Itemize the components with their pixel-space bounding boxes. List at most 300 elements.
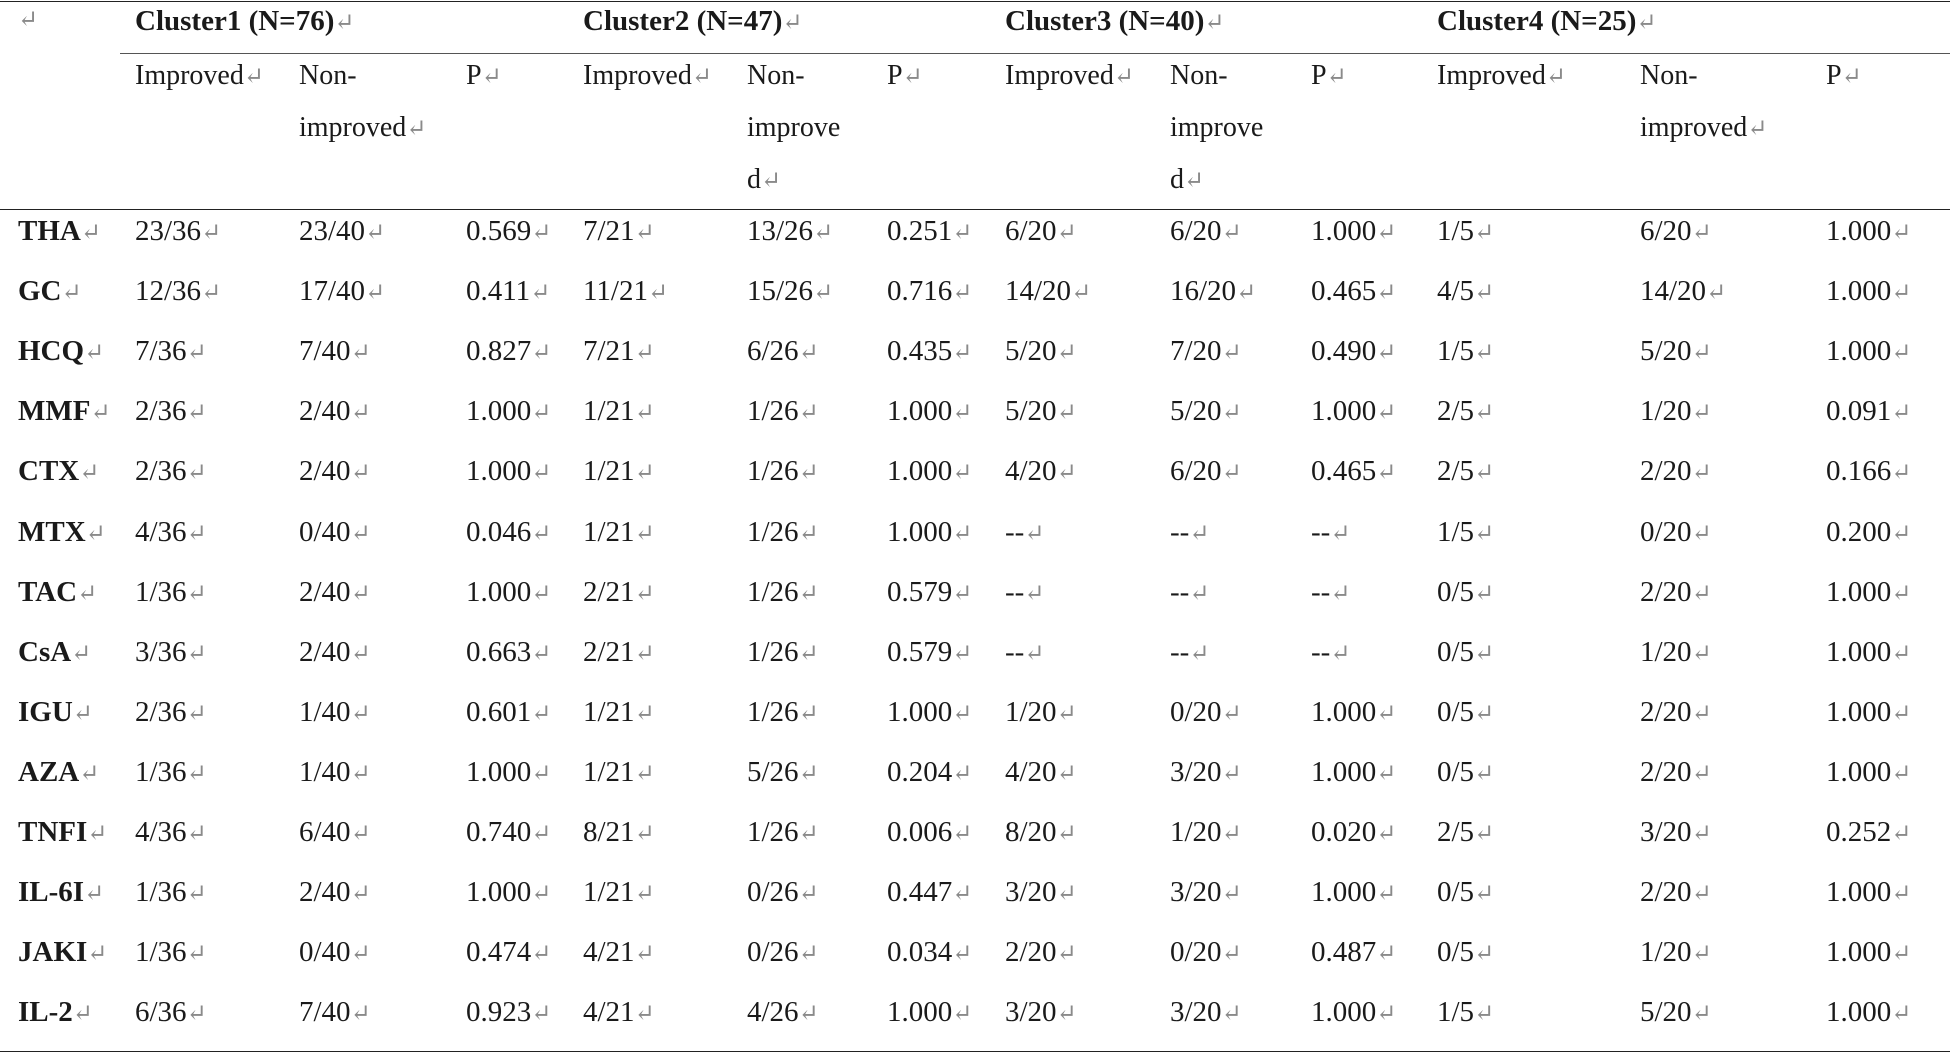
table-cell-text: 2/20 — [1640, 575, 1692, 608]
table-cell-text: 14/20 — [1640, 275, 1707, 308]
paragraph-mark: ↵ — [531, 400, 552, 427]
paragraph-mark: ↵ — [186, 580, 207, 607]
paragraph-mark: ↵ — [798, 760, 819, 787]
paragraph-mark: ↵ — [1376, 760, 1397, 787]
table-cell-text: 1/20 — [1640, 936, 1692, 969]
paragraph-mark: ↵ — [531, 700, 552, 727]
table-cell — [747, 755, 819, 791]
table-cell-text: 2/36 — [135, 455, 187, 488]
paragraph-mark: ↵ — [1691, 941, 1712, 968]
table-cell-text: 7/36 — [135, 335, 187, 368]
paragraph-mark: ↵ — [1221, 760, 1242, 787]
table-cell — [1437, 515, 1494, 551]
table-cell — [1170, 394, 1242, 430]
table-cell-text: 0.601 — [466, 695, 532, 728]
paragraph-mark: ↵ — [186, 760, 207, 787]
table-cell — [466, 695, 551, 731]
table-cell — [887, 755, 972, 791]
paragraph-mark: ↵ — [334, 10, 355, 36]
table-cell-text: 0.740 — [466, 816, 532, 848]
table-cell-text: 6/20 — [1640, 215, 1692, 247]
paragraph-mark: ↵ — [1221, 400, 1242, 427]
paragraph-mark: ↵ — [1221, 941, 1242, 968]
table-cell-text: 14/20 — [1005, 275, 1072, 308]
table-cell-text: 0/5 — [1437, 575, 1475, 608]
header-line — [1640, 102, 1767, 155]
paragraph-mark: ↵ — [634, 700, 655, 727]
paragraph-mark: ↵ — [634, 1001, 655, 1028]
table-cell — [299, 995, 371, 1031]
table-cell-text: 0.827 — [466, 335, 532, 368]
header-line-text: d — [1170, 164, 1184, 195]
table-cell-text: 5/20 — [1170, 395, 1222, 428]
paragraph-mark: ↵ — [1024, 640, 1045, 667]
row-label-igu-text: IGU — [18, 695, 73, 728]
header-line — [747, 50, 840, 102]
table-cell-text: 1/5 — [1437, 335, 1475, 368]
table-cell-text: 1.000 — [1826, 575, 1892, 608]
row-label-jaki-text: JAKI — [18, 936, 88, 969]
table-cell — [887, 575, 972, 611]
header-line-text: improve — [747, 112, 841, 143]
table-top-rule — [0, 1, 1950, 2]
paragraph-mark: ↵ — [1691, 821, 1712, 847]
paragraph-mark: ↵ — [350, 400, 371, 427]
paragraph-mark: ↵ — [365, 220, 386, 246]
table-cell-text: 1/36 — [135, 755, 187, 788]
table-cell — [299, 214, 385, 250]
table-cell-text: 6/20 — [1170, 455, 1222, 488]
table-cell — [1311, 815, 1396, 851]
paragraph-mark: ↵ — [201, 280, 222, 307]
paragraph-mark: ↵ — [634, 400, 655, 427]
paragraph-mark: ↵ — [1691, 460, 1712, 487]
paragraph-mark: ↵ — [85, 520, 106, 547]
paragraph-mark: ↵ — [1691, 700, 1712, 727]
row-label-csa-text: CsA — [18, 635, 72, 668]
table-cell-text: 7/21 — [583, 335, 635, 368]
table-cell-text: 1.000 — [1311, 695, 1377, 728]
paragraph-mark: ↵ — [1376, 941, 1397, 968]
paragraph-mark: ↵ — [186, 881, 207, 908]
paragraph-mark: ↵ — [1706, 280, 1727, 307]
cluster-4-improved-header-text: Improved — [1437, 60, 1546, 91]
table-cell — [1640, 394, 1712, 430]
table-cell-text: 23/36 — [135, 215, 202, 247]
table-cell-text: 2/20 — [1005, 936, 1057, 969]
table-cell-text: 1.000 — [1311, 755, 1377, 788]
header-line-text: Non- — [1170, 60, 1228, 91]
table-cell — [583, 334, 655, 370]
table-cell-text: 15/26 — [747, 275, 814, 308]
paragraph-mark: ↵ — [1841, 64, 1862, 90]
table-cell-text: -- — [1005, 515, 1025, 548]
row-label-tnfi-text: TNFI — [18, 816, 88, 848]
paragraph-mark: ↵ — [1376, 881, 1397, 908]
table-cell — [466, 394, 551, 430]
paragraph-mark: ↵ — [1891, 580, 1912, 607]
table-cell-text: 6/20 — [1005, 215, 1057, 247]
table-cell — [135, 575, 207, 611]
paragraph-mark: ↵ — [1691, 400, 1712, 427]
cluster-2-header — [583, 4, 802, 40]
paragraph-mark: ↵ — [1221, 881, 1242, 908]
table-cell-text: 1/26 — [747, 575, 799, 608]
table-cell — [1826, 575, 1911, 611]
cluster-4-improved-header — [1437, 50, 1566, 103]
table-cell — [1170, 995, 1242, 1031]
table-cell — [747, 875, 819, 911]
table-cell — [1170, 575, 1209, 611]
paragraph-mark: ↵ — [634, 760, 655, 787]
table-cell-text: 1.000 — [466, 455, 532, 488]
paragraph-mark: ↵ — [1747, 116, 1768, 142]
table-cell — [583, 755, 655, 791]
paragraph-mark: ↵ — [952, 700, 973, 727]
cluster-3-improved-header-text: Improved — [1005, 60, 1114, 91]
paragraph-mark: ↵ — [531, 340, 552, 367]
cluster-1-header-text: Cluster1 (N=76) — [135, 5, 335, 37]
table-cell — [466, 515, 551, 551]
table-cell-text: 4/5 — [1437, 275, 1475, 308]
table-cell-text: 2/21 — [583, 575, 635, 608]
header-line — [1170, 154, 1263, 207]
paragraph-mark: ↵ — [1056, 881, 1077, 908]
table-cell-text: 0/20 — [1640, 515, 1692, 548]
table-cell-text: 1/21 — [583, 755, 635, 788]
paragraph-mark: ↵ — [798, 340, 819, 367]
table-cell-text: 2/36 — [135, 395, 187, 428]
cluster-3-p-header — [1311, 50, 1347, 103]
table-cell-text: 8/21 — [583, 816, 635, 848]
row-label-il-6i — [18, 875, 104, 911]
table-cell — [1170, 214, 1242, 250]
paragraph-mark: ↵ — [952, 460, 973, 487]
table-cell — [1640, 454, 1712, 490]
paragraph-mark: ↵ — [1891, 460, 1912, 487]
table-cell-text: 0/5 — [1437, 936, 1475, 969]
table-cell-text: 0.487 — [1311, 936, 1377, 969]
paragraph-mark: ↵ — [691, 64, 712, 90]
paragraph-mark: ↵ — [71, 640, 92, 667]
cluster-1-non-improved-header — [299, 50, 426, 155]
table-cell — [1826, 935, 1911, 971]
paragraph-mark: ↵ — [531, 580, 552, 607]
table-cell — [887, 274, 972, 310]
paragraph-mark: ↵ — [1891, 941, 1912, 968]
table-cell-text: 0.490 — [1311, 335, 1377, 368]
table-cell — [1311, 995, 1396, 1031]
row-label-ctx — [18, 454, 99, 490]
table-cell-text: 1/26 — [747, 395, 799, 428]
table-cell — [299, 635, 371, 671]
paragraph-mark: ↵ — [186, 700, 207, 727]
table-cell-text: 1.000 — [1826, 695, 1892, 728]
table-cell-text: -- — [1311, 635, 1331, 668]
table-cell-text: 1.000 — [887, 395, 953, 428]
table-cell-text: 0.716 — [887, 275, 953, 308]
table-cell-text: 0/20 — [1170, 936, 1222, 969]
cluster-1-header — [135, 4, 354, 40]
table-cell-text: 7/21 — [583, 215, 635, 247]
paragraph-mark: ↵ — [186, 941, 207, 968]
table-cell — [583, 394, 655, 430]
table-cell — [583, 635, 655, 671]
table-cell-text: -- — [1170, 575, 1190, 608]
paragraph-mark: ↵ — [798, 400, 819, 427]
table-cell-text: 0.020 — [1311, 816, 1377, 848]
table-cell — [1311, 575, 1350, 611]
table-cell-text: 7/40 — [299, 335, 351, 368]
table-cell-text: 0/26 — [747, 936, 799, 969]
table-cell-text: 0.251 — [887, 215, 953, 247]
table-cell — [299, 394, 371, 430]
table-cell-text: 2/40 — [299, 395, 351, 428]
paragraph-mark: ↵ — [350, 520, 371, 547]
paragraph-mark: ↵ — [531, 881, 552, 908]
paragraph-mark: ↵ — [186, 640, 207, 667]
table-cell — [135, 695, 207, 731]
table-cell — [1005, 815, 1077, 851]
table-cell-text: 1/40 — [299, 695, 351, 728]
cluster-4-p-header — [1826, 50, 1862, 103]
row-label-mmf-text: MMF — [18, 395, 91, 428]
table-cell-text: 4/21 — [583, 996, 635, 1029]
table-cell-text: 1/40 — [299, 755, 351, 788]
paragraph-mark: ↵ — [531, 640, 552, 667]
header-line — [1640, 50, 1767, 102]
table-cell — [747, 214, 833, 250]
table-cell-text: 5/20 — [1640, 996, 1692, 1029]
paragraph-mark: ↵ — [1891, 821, 1912, 847]
paragraph-mark: ↵ — [84, 340, 105, 367]
table-cell — [1170, 454, 1242, 490]
row-label-gc-text: GC — [18, 275, 62, 308]
table-cell — [1311, 935, 1396, 971]
table-cell — [1311, 695, 1396, 731]
paragraph-mark: ↵ — [952, 941, 973, 968]
paragraph-mark: ↵ — [406, 116, 427, 142]
paragraph-mark: ↵ — [1189, 520, 1210, 547]
paragraph-mark: ↵ — [761, 168, 782, 194]
table-cell — [1437, 214, 1494, 250]
paragraph-mark: ↵ — [1221, 821, 1242, 847]
cluster-3-p-header-text: P — [1311, 60, 1327, 91]
paragraph-mark: ↵ — [1376, 280, 1397, 307]
table-cell — [887, 935, 972, 971]
table-cell — [299, 695, 371, 731]
paragraph-mark: ↵ — [1474, 400, 1495, 427]
table-cell — [1311, 394, 1396, 430]
table-cell — [1826, 515, 1911, 551]
table-cell — [1005, 274, 1091, 310]
table-cell — [135, 755, 207, 791]
paragraph-mark: ↵ — [365, 280, 386, 307]
table-cell-text: 0/26 — [747, 876, 799, 909]
paragraph-mark: ↵ — [1184, 168, 1205, 194]
paragraph-mark: ↵ — [1056, 821, 1077, 847]
table-cell — [1170, 274, 1256, 310]
cluster-2-p-header — [887, 50, 923, 103]
paragraph-mark: ↵ — [1113, 64, 1134, 90]
table-cell-text: 0.091 — [1826, 395, 1892, 428]
header-line — [1170, 102, 1263, 154]
table-cell-text: 6/20 — [1170, 215, 1222, 247]
table-cell-text: 0.465 — [1311, 455, 1377, 488]
table-cell-text: 1.000 — [1826, 215, 1892, 247]
table-cell — [747, 935, 819, 971]
table-cell — [1826, 274, 1911, 310]
paragraph-mark: ↵ — [813, 220, 834, 246]
table-cell-text: 0.034 — [887, 936, 953, 969]
table-cell-text: 1/36 — [135, 936, 187, 969]
table-cell — [887, 875, 972, 911]
paragraph-mark: ↵ — [87, 821, 108, 847]
header-line-text: improved — [1640, 112, 1748, 143]
table-cell-text: 0/5 — [1437, 695, 1475, 728]
paragraph-mark: ↵ — [186, 400, 207, 427]
table-cell-text: 2/5 — [1437, 455, 1475, 488]
table-cell-text: 1.000 — [466, 755, 532, 788]
table-cell-text: 3/20 — [1170, 996, 1222, 1029]
row-label-ctx-text: CTX — [18, 455, 80, 488]
cluster-3-header — [1005, 4, 1224, 40]
table-cell — [466, 334, 551, 370]
paragraph-mark: ↵ — [798, 700, 819, 727]
table-cell — [1005, 214, 1077, 250]
table-cell-text: 3/20 — [1005, 876, 1057, 909]
table-cell — [747, 815, 819, 851]
paragraph-mark: ↵ — [647, 280, 669, 307]
table-cell — [466, 575, 551, 611]
paragraph-mark: ↵ — [1474, 640, 1495, 667]
paragraph-mark: ↵ — [1056, 460, 1077, 487]
paragraph-mark: ↵ — [952, 640, 973, 667]
table-cell — [466, 935, 551, 971]
header-line-text: d — [747, 164, 761, 195]
table-cell-text: 1.000 — [1826, 876, 1892, 909]
table-cell-text: 2/20 — [1640, 695, 1692, 728]
table-cell-text: 0/5 — [1437, 755, 1475, 788]
paragraph-mark: ↵ — [1891, 1001, 1912, 1028]
table-cell — [1170, 635, 1209, 671]
paragraph-mark: ↵ — [350, 881, 371, 908]
paragraph-mark: ↵ — [531, 821, 552, 847]
table-cell — [1437, 875, 1494, 911]
table-cell-text: 13/26 — [747, 215, 814, 247]
table-cell — [1170, 755, 1242, 791]
table-cell-text: -- — [1005, 575, 1025, 608]
table-cell — [887, 454, 972, 490]
table-cell — [135, 635, 207, 671]
table-cell — [1826, 995, 1911, 1031]
table-cell — [466, 815, 551, 851]
paragraph-mark: ↵ — [186, 340, 207, 367]
paragraph-mark: ↵ — [61, 280, 82, 307]
paragraph-mark: ↵ — [1474, 700, 1495, 727]
paragraph-mark: ↵ — [1024, 580, 1045, 607]
table-cell — [1170, 334, 1242, 370]
paragraph-mark: ↵ — [634, 640, 655, 667]
paragraph-mark: ↵ — [1691, 520, 1712, 547]
paragraph-mark: ↵ — [1376, 821, 1397, 847]
table-cell-text: 11/21 — [583, 275, 648, 308]
paragraph-mark: ↵ — [1056, 400, 1077, 427]
table-cell-text: 0.006 — [887, 816, 953, 848]
table-cell — [1005, 995, 1077, 1031]
header-line-text: Non- — [299, 60, 357, 91]
paragraph-mark: ↵ — [1891, 700, 1912, 727]
header-line-text: improve — [1170, 112, 1264, 143]
table-cell — [583, 575, 655, 611]
table-cell — [135, 334, 207, 370]
paragraph-mark: ↵ — [952, 340, 973, 367]
header-line — [299, 50, 426, 102]
paragraph-mark: ↵ — [350, 941, 371, 968]
table-cell — [299, 454, 371, 490]
table-cell — [1640, 575, 1712, 611]
paragraph-mark: ↵ — [87, 941, 108, 968]
paragraph-mark: ↵ — [79, 760, 100, 787]
paragraph-mark: ↵ — [1891, 220, 1912, 246]
table-cell — [1640, 875, 1712, 911]
table-cell — [887, 635, 972, 671]
table-cell — [1437, 635, 1494, 671]
table-cell — [1640, 635, 1712, 671]
table-cell-text: 0.579 — [887, 575, 953, 608]
table-cell-text: 2/20 — [1640, 455, 1692, 488]
table-cell — [1640, 214, 1712, 250]
table-cell-text: 1.000 — [1311, 996, 1377, 1029]
paragraph-mark: ↵ — [1891, 340, 1912, 367]
paragraph-mark: ↵ — [1189, 640, 1210, 667]
table-cell — [1311, 274, 1396, 310]
table-cell-text: 7/40 — [299, 996, 351, 1029]
table-cell — [1640, 815, 1712, 851]
paragraph-mark: ↵ — [1204, 10, 1225, 36]
table-cell — [1826, 815, 1911, 851]
header-line — [299, 102, 426, 155]
table-cell — [299, 875, 371, 911]
table-cell — [1311, 454, 1396, 490]
table-cell — [1437, 274, 1494, 310]
paragraph-mark: ↵ — [782, 10, 803, 36]
table-cell-text: 1/36 — [135, 876, 187, 909]
table-cell-text: 0.569 — [466, 215, 532, 247]
table-cell-text: 5/20 — [1005, 335, 1057, 368]
paragraph-mark: ↵ — [350, 821, 371, 847]
paragraph-mark: ↵ — [243, 64, 264, 90]
paragraph-mark: ↵ — [531, 220, 552, 246]
table-cell — [1640, 755, 1712, 791]
table-cell — [1826, 695, 1911, 731]
table-cell — [1437, 815, 1494, 851]
paragraph-mark: ↵ — [634, 941, 655, 968]
header-line — [747, 154, 840, 207]
table-cell-text: 0.204 — [887, 755, 953, 788]
table-cell — [1170, 695, 1242, 731]
table-cell-text: 4/36 — [135, 816, 187, 848]
table-cell — [583, 935, 655, 971]
table-cell — [1005, 575, 1044, 611]
table-cell — [135, 935, 207, 971]
table-cell — [747, 995, 819, 1031]
table-cell — [887, 695, 972, 731]
cluster-3-improved-header — [1005, 50, 1134, 103]
paragraph-mark: ↵ — [79, 460, 100, 487]
paragraph-mark: ↵ — [531, 760, 552, 787]
table-cell-text: 4/36 — [135, 515, 187, 548]
